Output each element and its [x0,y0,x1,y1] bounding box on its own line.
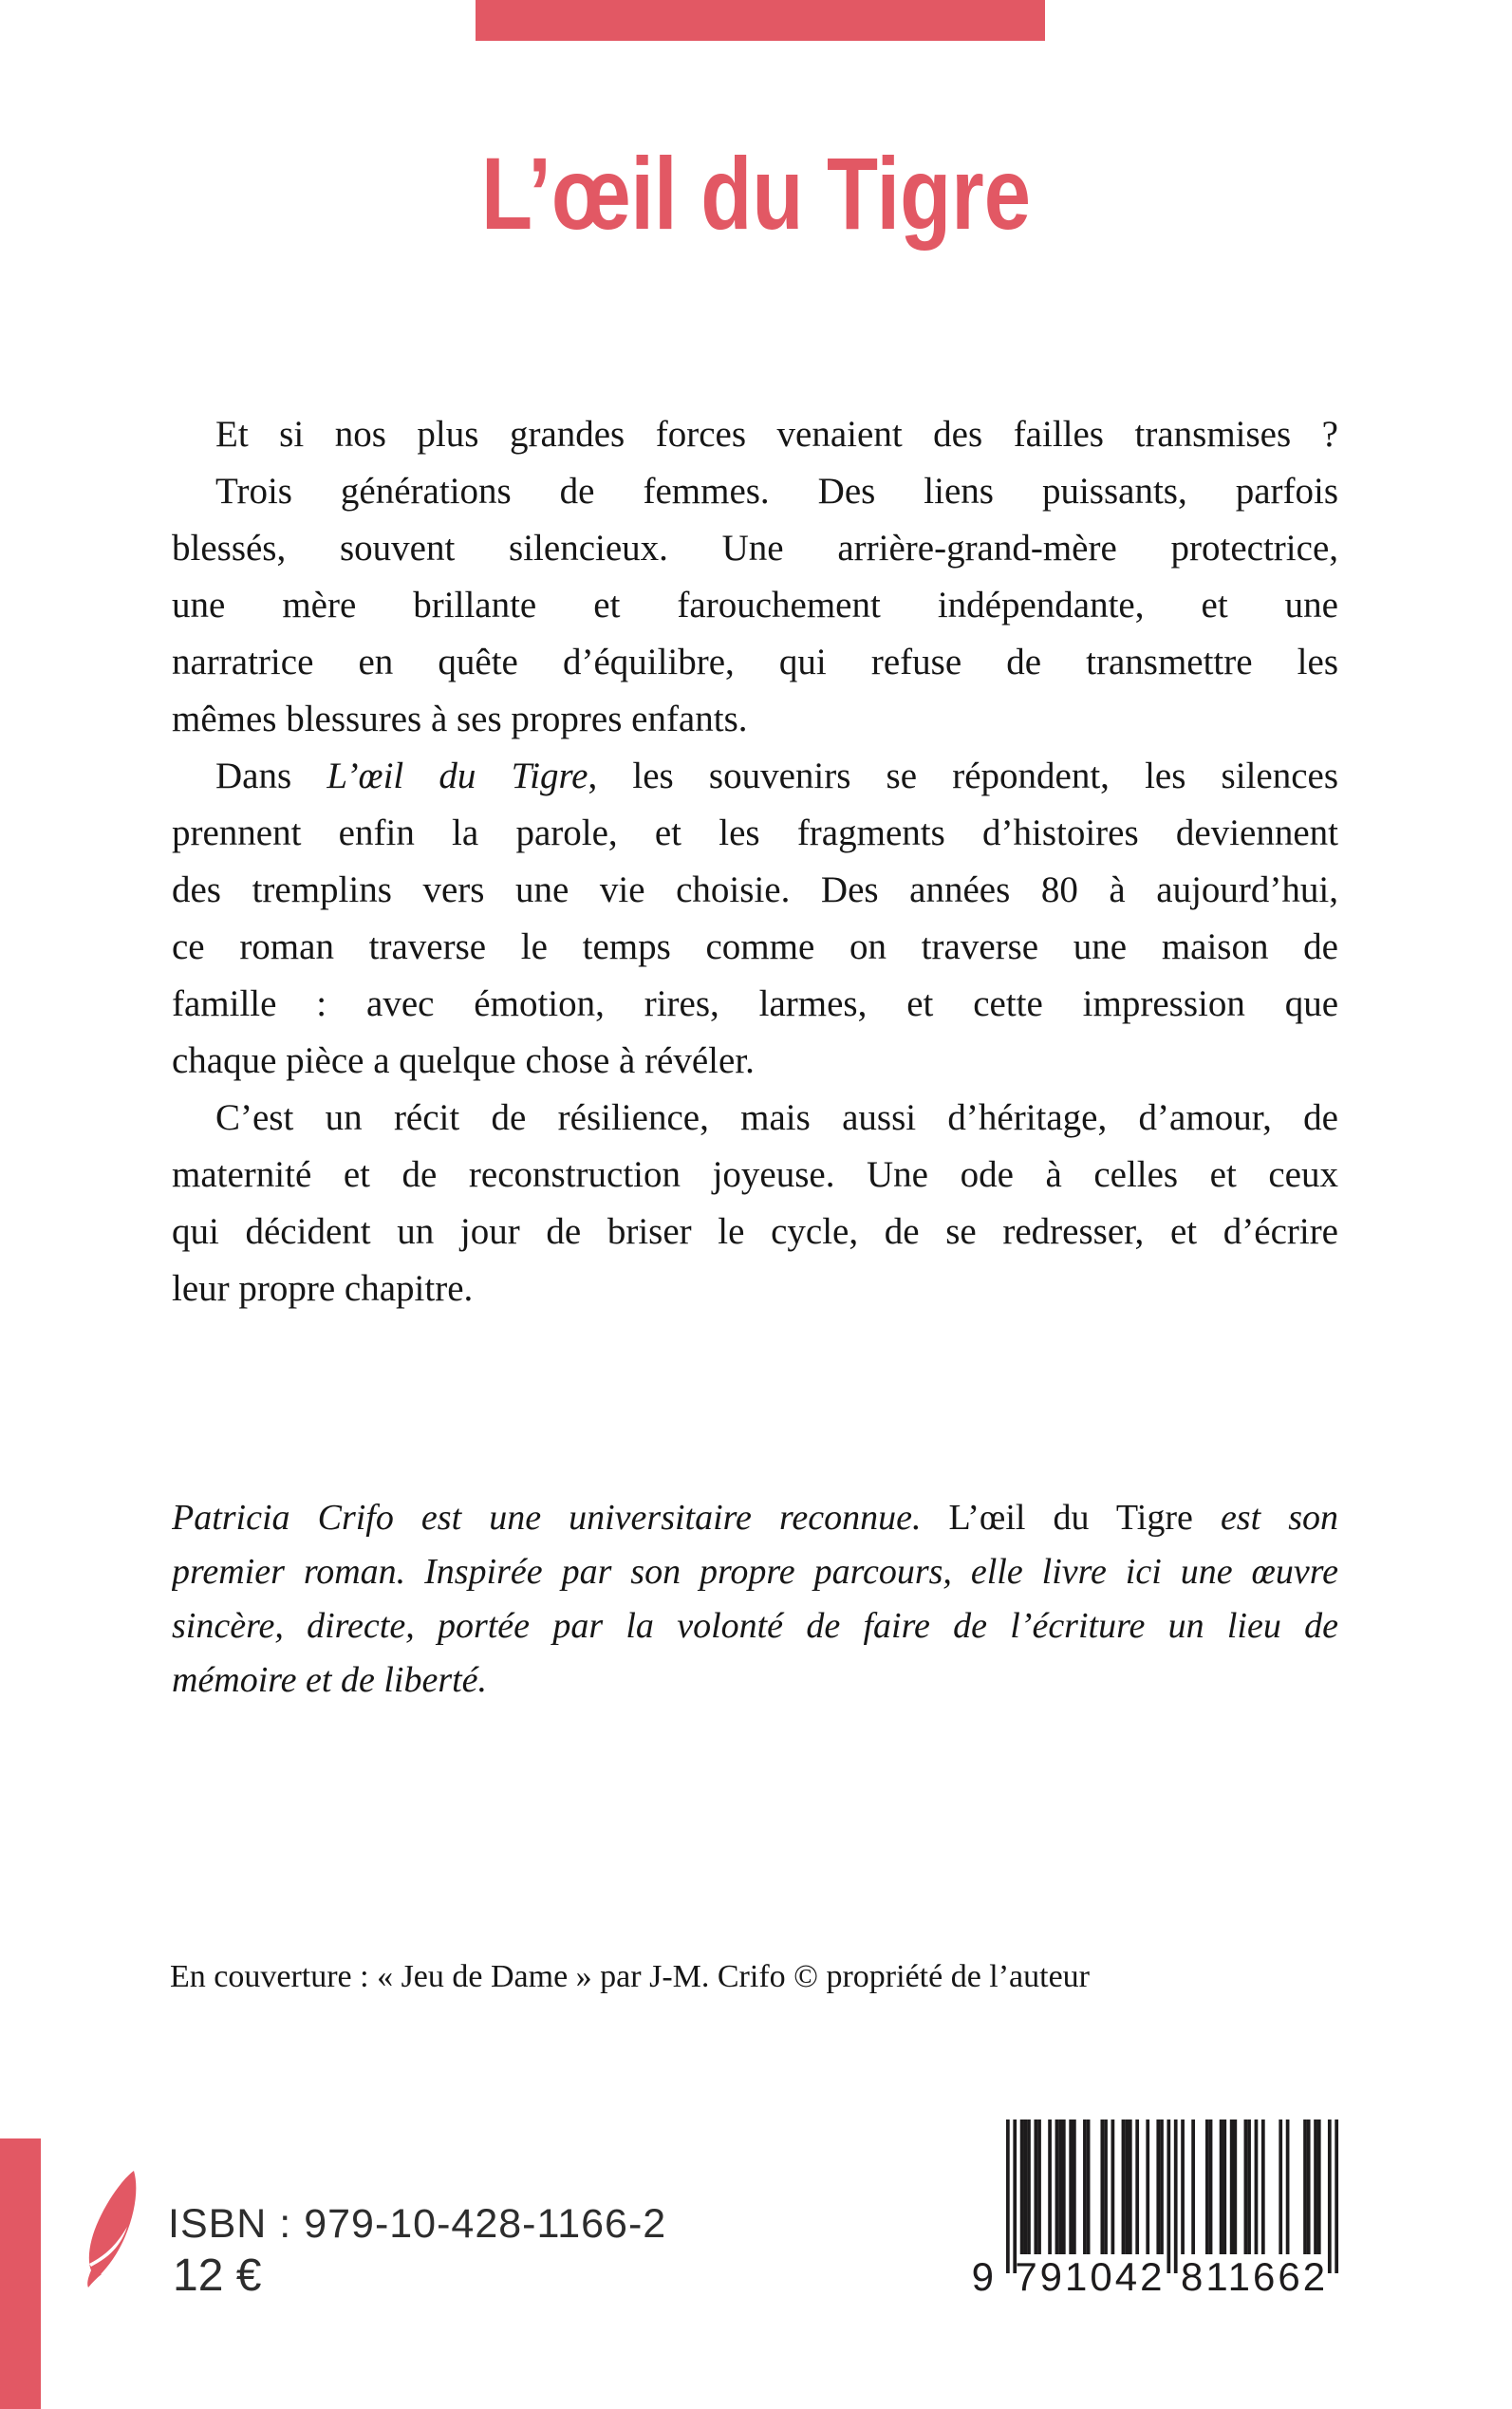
barcode-bar [1100,2120,1104,2254]
synopsis-line: leur propre chapitre. [172,1268,474,1309]
synopsis-line: prennent enfin la parole, et les fragments d’histoires deviennent [172,812,1338,853]
synopsis-line: blessés, souvent silencieux. Une arrière-grand-mère protectrice, [172,528,1338,569]
bio-line: Patricia Crifo est une universitaire reconnue. L’œil du Tigre est son [172,1498,1338,1538]
synopsis-line: Et si nos plus grandes forces venaient des failles transmises ? [215,414,1338,455]
barcode-bar [1027,2120,1031,2254]
barcode-bar [1006,2120,1010,2273]
barcode-bar [1317,2120,1321,2254]
barcode-bar [1111,2120,1115,2254]
barcode-bar [1233,2120,1237,2254]
barcode-bar [1062,2120,1066,2254]
barcode-bar [1244,2120,1248,2254]
barcode-bar [1058,2120,1062,2254]
synopsis-line: narratrice en quête d’équilibre, qui refuse de transmettre les [172,642,1338,682]
barcode-bar [1073,2120,1076,2254]
barcode-bar [1135,2120,1139,2254]
cover-credit-line: En couverture : « Jeu de Dame » par J-M. Crifo © propriété de l’auteur [170,1959,1090,1994]
barcode-bar [1034,2120,1037,2254]
barcode-bar [1191,2120,1195,2254]
barcode-digits: 791042 [1015,2254,1166,2299]
barcode-bar [1020,2120,1024,2254]
barcode-bar [1037,2120,1041,2254]
synopsis-line: ce roman traverse le temps comme on traverse une maison de [172,926,1338,967]
barcode-bar [1328,2120,1332,2273]
barcode-bar [1023,2120,1027,2254]
barcode-bar [1129,2120,1132,2254]
bio-line: premier roman. Inspirée par son propre parcours, elle livre ici une œuvre [172,1552,1338,1592]
top-accent-bar [476,0,1045,41]
barcode-bar [1223,2120,1226,2254]
synopsis-text [172,406,1338,1317]
barcode-bar [1209,2120,1213,2254]
barcode-bar [1104,2120,1108,2254]
barcode-bar [1181,2120,1185,2254]
bio-line: sincère, directe, portée par la volonté de faire de l’écriture un lieu de [172,1606,1338,1646]
barcode-bar [1174,2120,1178,2273]
barcode-bar [1055,2120,1059,2254]
author-bio-text [172,1491,1338,1708]
synopsis-line: Trois générations de femmes. Des liens puissants, parfois [215,471,1338,512]
price-text: 12 € [173,2250,262,2301]
ean13-barcode [968,2120,1348,2300]
spine-accent-stripe [0,2138,41,2409]
barcode-bar [1167,2120,1170,2273]
barcode-bar [1160,2120,1164,2254]
synopsis-line: Dans L’œil du Tigre, les souvenirs se répondent, les silences [215,756,1338,796]
publisher-feather-icon [82,2166,140,2289]
barcode-bar [1303,2120,1307,2254]
barcode-bar [1220,2120,1223,2254]
synopsis-line: chaque pièce a quelque chose à révéler. [172,1040,755,1081]
barcode-bar [1307,2120,1311,2254]
synopsis-line: C’est un récit de résilience, mais aussi d’héritage, d’amour, de [215,1097,1338,1138]
synopsis-line: une mère brillante et farouchement indépendante, et une [172,585,1338,626]
barcode-bar [1087,2120,1091,2254]
barcode-bar [1279,2120,1282,2254]
barcode-bar [1146,2120,1149,2254]
barcode-bar [1205,2120,1209,2254]
barcode-bar [1261,2120,1265,2254]
barcode-digits: 9 [971,2254,997,2299]
barcode-digits: 811662 [1181,2254,1329,2299]
barcode-bar [1069,2120,1073,2254]
barcode-bar [1286,2120,1290,2254]
book-title: L’œil du Tigre [481,136,1031,251]
isbn-text: ISBN : 979-10-428-1166-2 [168,2201,667,2247]
barcode-bar [1335,2120,1338,2273]
barcode-bar [1230,2120,1234,2254]
synopsis-line: des tremplins vers une vie choisie. Des années 80 à aujourd’hui, [172,869,1338,910]
barcode-bar [1314,2120,1317,2254]
barcode-bar [1048,2120,1052,2254]
barcode-bar [1013,2120,1017,2273]
barcode-bar [1156,2120,1160,2254]
barcode-bar [1247,2120,1251,2254]
synopsis-line: mêmes blessures à ses propres enfants. [172,699,748,739]
synopsis-line: maternité et de reconstruction joyeuse. Une ode à celles et ceux [172,1154,1338,1195]
synopsis-line: famille : avec émotion, rires, larmes, et cette impression que [172,983,1338,1024]
barcode-bar [1083,2120,1087,2254]
barcode-bar [1125,2120,1129,2254]
synopsis-line: qui décident un jour de briser le cycle, de se redresser, et d’écrire [172,1211,1338,1252]
barcode-bar [1122,2120,1126,2254]
barcode-bar [1255,2120,1259,2254]
bio-line: mémoire et de liberté. [172,1660,488,1700]
